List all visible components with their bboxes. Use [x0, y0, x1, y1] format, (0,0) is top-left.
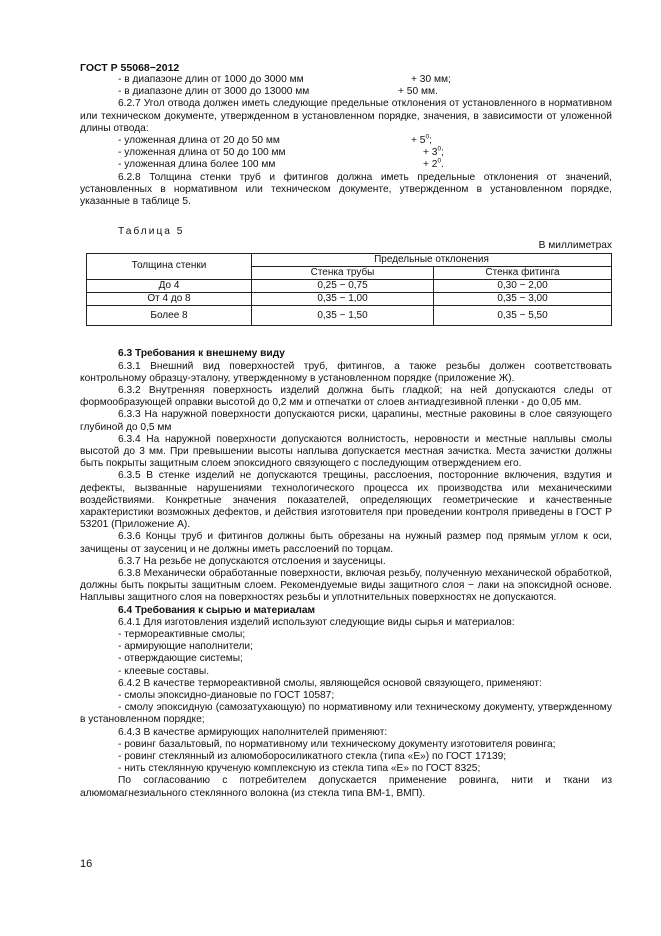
- reinforcement-list: [80, 739, 612, 776]
- length-range-value: + 30 мм;: [411, 74, 451, 85]
- paragraph-6-3-3: 6.3.3 На наружной поверхности допускаются риски, царапины, местные раковины в слое связующего глубиной до 0,5 мм: [80, 409, 612, 433]
- paragraph-6-4-2: 6.4.2 В качестве термореактивной смолы, являющейся основой связующего, применяют:: [118, 677, 542, 689]
- list-item: - ровинг стеклянный из алюмоборосиликатного стекла (типа «Е») по ГОСТ 17139;: [118, 751, 507, 763]
- material-list: [80, 629, 612, 678]
- header-limit-deviations: Предельные отклонения: [252, 253, 612, 266]
- length-range-line-2: [80, 86, 612, 98]
- cell-pipe: 0,35 − 1,00: [252, 293, 434, 306]
- cell-pipe: 0,25 − 0,75: [252, 279, 434, 292]
- section-6-4-title: 6.4 Требования к сырью и материалам: [118, 604, 316, 616]
- cell-fitting: 0,35 − 5,50: [434, 306, 612, 326]
- list-item: - клеевые составы.: [118, 665, 210, 677]
- table-units: В миллиметрах: [538, 240, 612, 252]
- angle-deviation-label: - уложенная длина более 100 мм: [118, 159, 276, 171]
- deviation-table: [86, 253, 612, 327]
- list-item: - отверждающие системы;: [118, 653, 243, 665]
- table-row: [87, 293, 612, 306]
- paragraph-6-2-8: 6.2.8 Толщина стенки труб и фитингов должна иметь предельные отклонения от значений, установленных в нормативном или техническом документе, утвержденном в установленном порядке, указанные в таблице 5.: [80, 171, 612, 207]
- header-wall-thickness: Толщина стенки: [87, 253, 252, 279]
- paragraph-6-2-7: 6.2.7 Угол отвода должен иметь следующие предельные отклонения от установленного в нормативном или техническом документе, утвержденном в установленном порядке, значения, в зависимости от уложенной длины отвода:: [80, 98, 612, 134]
- header-fitting-wall: Стенка фитинга: [434, 266, 612, 279]
- paragraph-6-3-8: 6.3.8 Механически обработанные поверхности, включая резьбу, полученную механической обработкой, должны быть покрыты защитным слоем. Рекомендуемые виды защитного слоя − лаки на эпоксидной основе. Наплывы защитного слоя на поверхностях резьбы и уплотнительных поверхностях не допускаются.: [80, 568, 612, 604]
- list-item: - ровинг базальтовый, по нормативному или техническому документу изготовителя ровинга;: [118, 738, 556, 750]
- paragraph-6-3-5: 6.3.5 В стенке изделий не допускаются трещины, расслоения, посторонние включения, вздутия и дефекты, вызванные нарушениями технологического процесса их производства или механическими воздействиями. Конкретные значения показателей, определяющих геометрические и качественные характеристики возможных дефектов, и действия изготовителя при проведении контроля приведены в ГОСТ Р 53201 (Приложение А).: [80, 470, 612, 531]
- paragraph-6-3-7: 6.3.7 На резьбе не допускаются отслоения и заусеницы.: [118, 555, 386, 567]
- length-range-line-1: [80, 74, 612, 86]
- angle-deviation-value: + $3^0$;: [423, 145, 444, 159]
- paragraph-agreement: По согласованию с потребителем допускается применение ровинга, нити и ткани из алюмомагнезиального стеклянного волокна (из стекла типа ВМ-1, ВМП).: [80, 775, 612, 799]
- length-range-value: + 50 мм.: [398, 86, 438, 98]
- angle-deviation-line-1: [80, 135, 612, 147]
- angle-deviation-value: + $2^0$.: [423, 157, 444, 171]
- angle-deviation-label: - уложенная длина от 50 до 100 мм: [118, 147, 286, 159]
- paragraph-6-3-6: 6.3.6 Концы труб и фитингов должны быть обрезаны на нужный размер под прямым углом к оси, зачищены от заусениц и не должны иметь расслоений по торцам.: [80, 531, 612, 555]
- table-caption: Таблица 5: [118, 226, 185, 238]
- table-row: [87, 306, 612, 326]
- paragraph-6-3-4: 6.3.4 На наружной поверхности допускаются волнистость, неровности и местные наплывы смолы высотой до 3 мм. При превышении высоты наплыва допускается местная зачистка. Места зачистки должны быть покрыты защитным слоем эпоксидного связующего с последующим отверждением его.: [80, 433, 612, 470]
- length-range-label: - в диапазоне длин от 1000 до 3000 мм: [118, 74, 304, 85]
- cell-fitting: 0,30 − 2,00: [434, 279, 612, 292]
- page-number: 16: [80, 858, 93, 870]
- table-row: [87, 279, 612, 292]
- list-item: - термореактивные смолы;: [118, 629, 246, 641]
- length-range-label: - в диапазоне длин от 3000 до 13000 мм: [118, 86, 310, 98]
- paragraph-6-3-2: 6.3.2 Внутренняя поверхность изделий должна быть гладкой; на ней допускаются следы от формообразующей оправки высотой до 0,2 мм и отпечатки от слоев антиадгезивной пленки - до 0,05 мм.: [80, 384, 612, 409]
- header-pipe-wall: Стенка трубы: [252, 266, 434, 279]
- cell-thickness: От 4 до 8: [87, 293, 252, 306]
- cell-thickness: До 4: [87, 279, 252, 292]
- list-item: - смолы эпоксидно-диановые по ГОСТ 10587;: [118, 690, 335, 702]
- cell-pipe: 0,35 − 1,50: [252, 306, 434, 326]
- angle-deviation-value: + $5^0$;: [411, 133, 432, 146]
- angle-deviation-line-2: [80, 147, 612, 159]
- paragraph-6-4-3: 6.4.3 В качестве армирующих наполнителей применяют:: [118, 726, 388, 738]
- list-item: - нить стеклянную крученую комплексную из стекла типа «Е» по ГОСТ 8325;: [118, 763, 481, 775]
- list-item: - армирующие наполнители;: [118, 641, 253, 653]
- cell-fitting: 0,35 − 3,00: [434, 293, 612, 306]
- angle-deviation-line-3: [80, 159, 612, 171]
- paragraph-6-4-1: 6.4.1 Для изготовления изделий используют следующие виды сырья и материалов:: [118, 616, 515, 628]
- cell-thickness: Более 8: [87, 306, 252, 326]
- document-body: [80, 74, 612, 800]
- list-item: - смолу эпоксидную (самозатухающую) по нормативному или техническому документу, утвержденному в установленном порядке;: [80, 702, 612, 726]
- paragraph-6-3-1: 6.3.1 Внешний вид поверхностей труб, фитингов, а также резьбы должен соответствовать контрольному образцу-эталону, утвержденному в установленном порядке (приложение Ж).: [80, 360, 612, 384]
- angle-deviation-label: - уложенная длина от 20 до 50 мм: [118, 134, 280, 146]
- section-6-3-title: 6.3 Требования к внешнему виду: [118, 348, 285, 360]
- standard-header: ГОСТ Р 55068−2012: [80, 62, 180, 74]
